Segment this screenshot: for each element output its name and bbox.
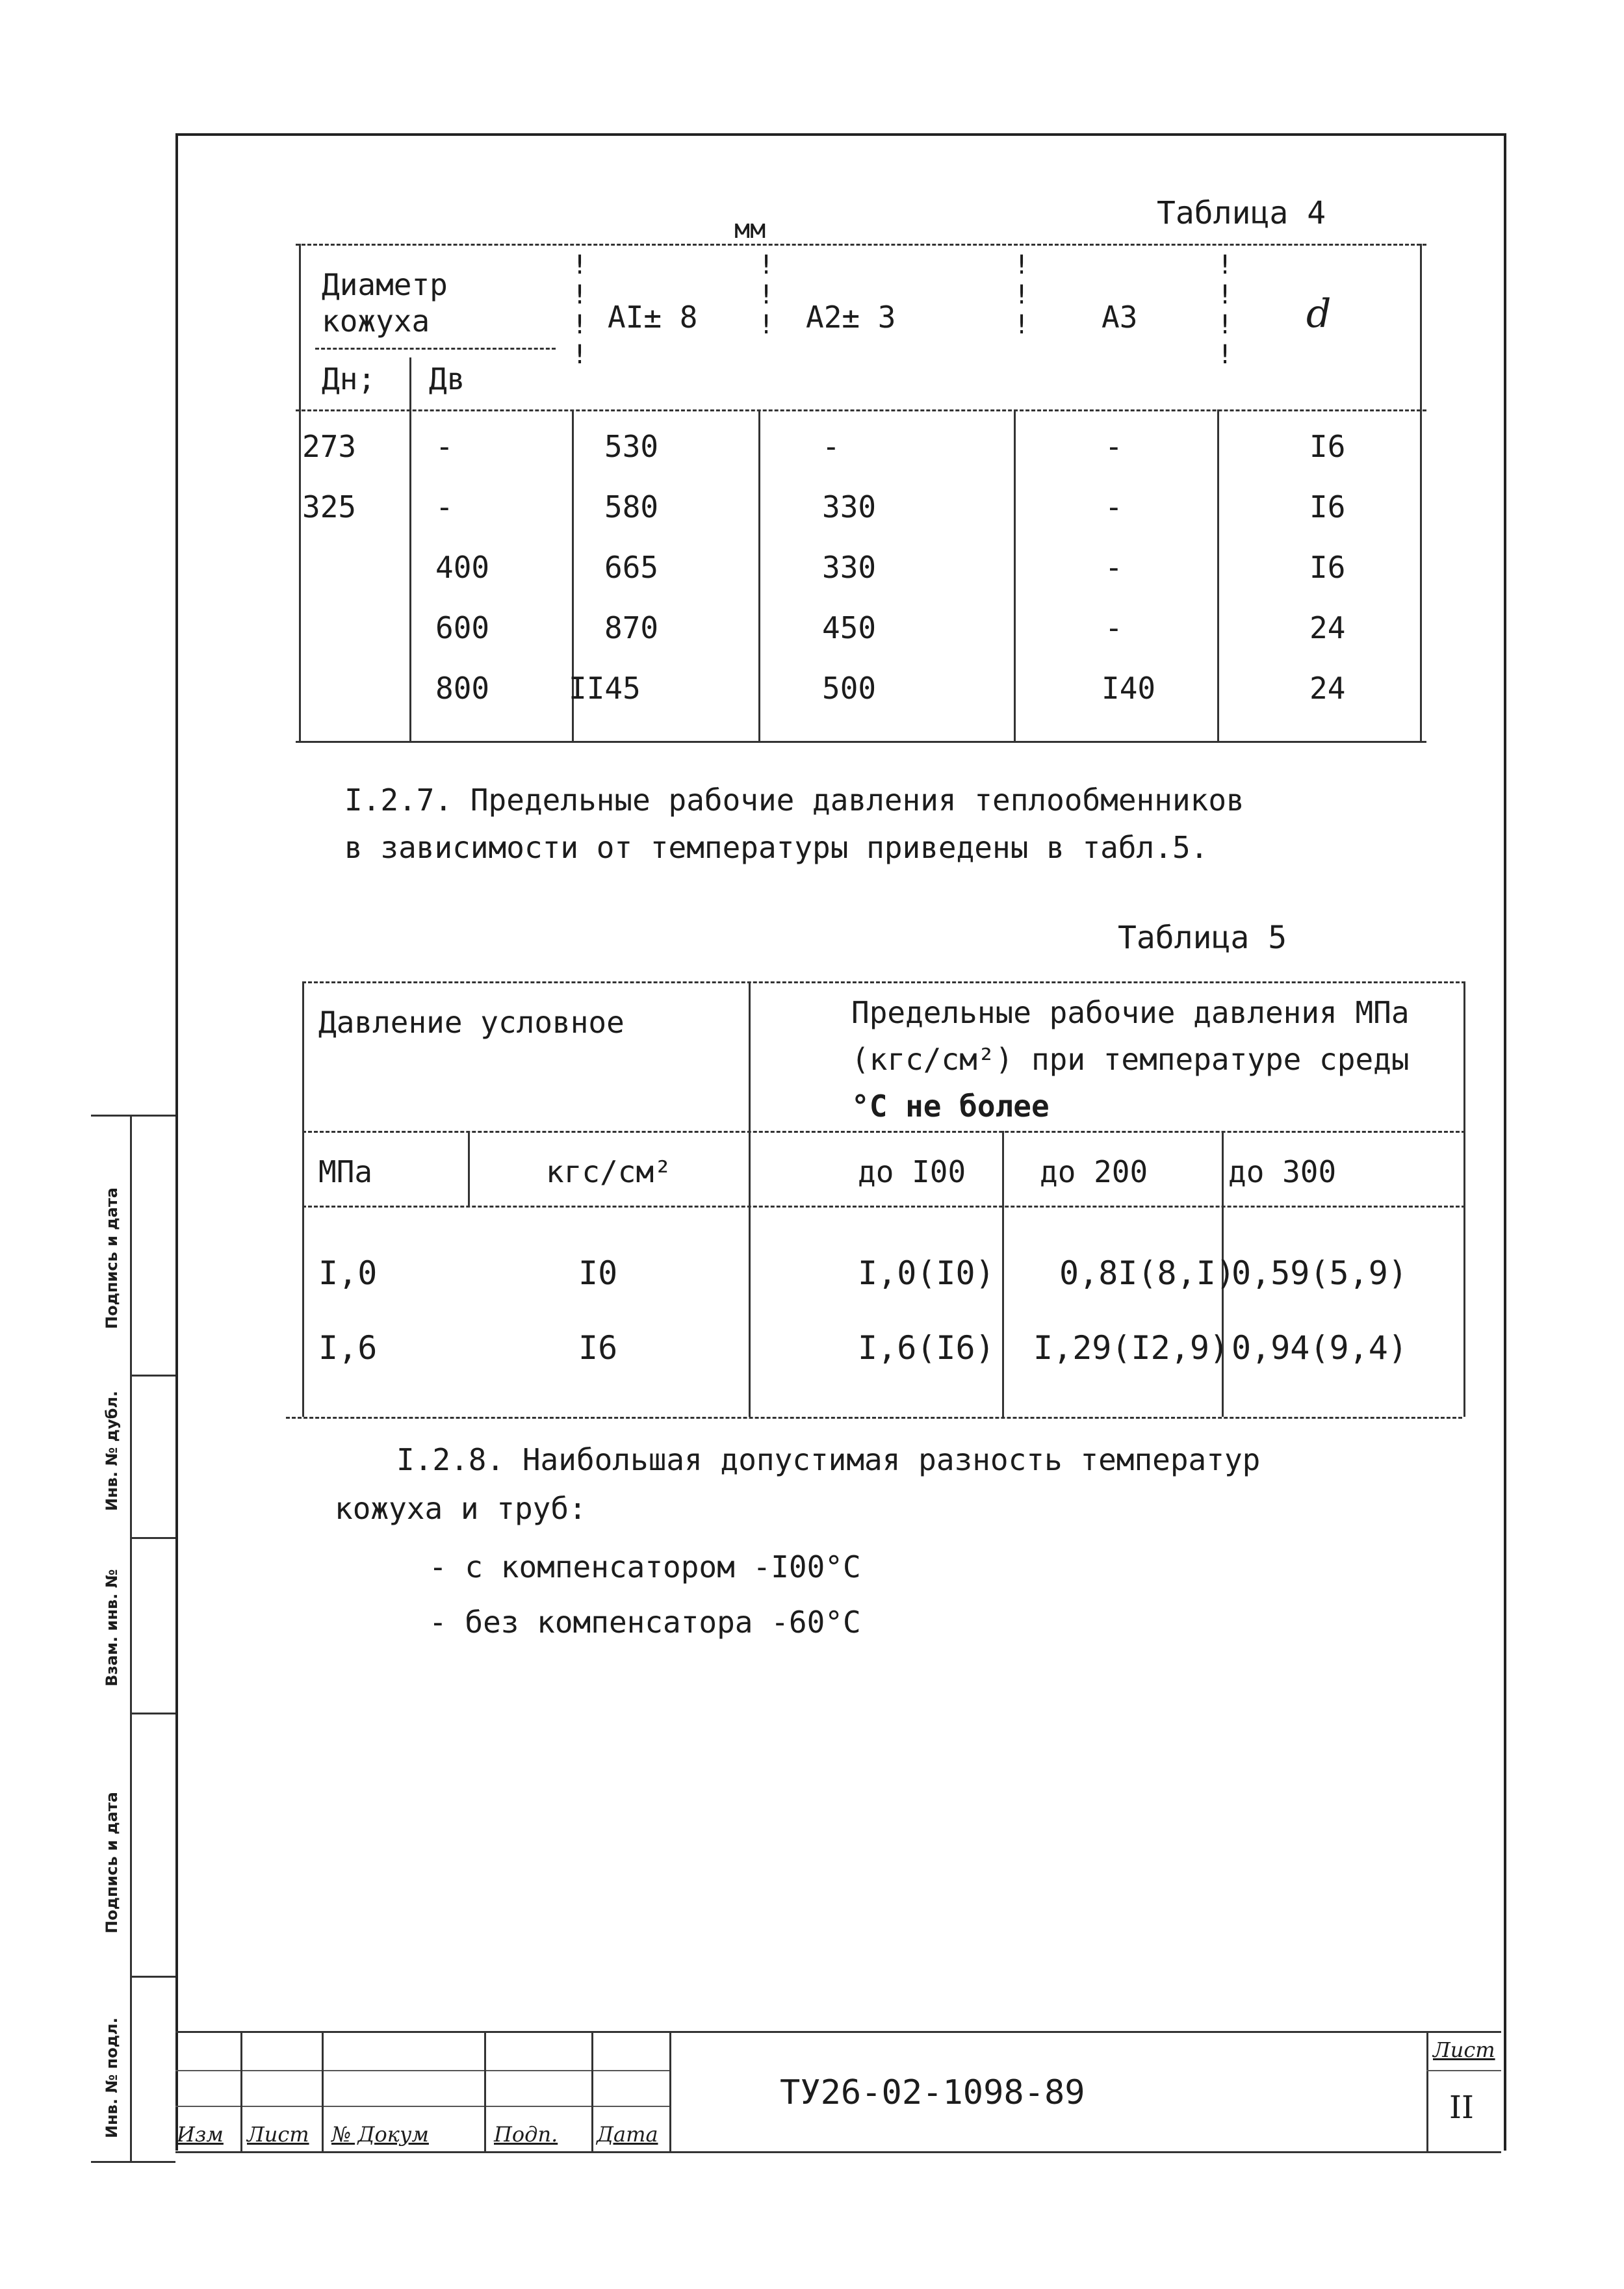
stamp-inv-dubl: Инв. № дубл.: [103, 1390, 121, 1511]
header-a1: AI± 8: [608, 300, 698, 335]
list-item-with-compensator: - с компенсатором -I00°C: [429, 1549, 861, 1584]
table4-caption: Таблица 4: [1157, 195, 1326, 231]
header-a2: A2± 3: [806, 300, 896, 335]
header-dn: Дн;: [322, 361, 376, 396]
header-diameter: Диаметр кожуха: [322, 267, 448, 339]
header-limit-line1: Предельные рабочие давления МПа: [851, 995, 1410, 1030]
stamp-sign-date-bottom: Подпись и дата: [103, 1792, 121, 1933]
paragraph-1-2-8-line1: I.2.8. Наибольшая допустимая разность температур: [396, 1442, 1261, 1477]
header-limit-line2: (кгс/см²) при температуре среды: [851, 1042, 1410, 1077]
header-pressure: Давление условное: [318, 1005, 625, 1040]
header-dv: Дв: [429, 361, 465, 396]
table5-caption: Таблица 5: [1118, 920, 1287, 956]
title-doc-no: № Докум: [331, 2122, 429, 2147]
title-block: [175, 2031, 1501, 2154]
header-a3: A3: [1102, 300, 1138, 335]
title-list: Лист: [247, 2122, 309, 2147]
stamp-inv-podl: Инв. № подл.: [103, 2017, 121, 2138]
title-izm: Изм: [177, 2122, 224, 2147]
stamp-vzam-inv: Взам. инв. №: [103, 1569, 121, 1687]
paragraph-1-2-7-line1: I.2.7. Предельные рабочие давления теплообменников: [344, 782, 1244, 818]
title-date: Дата: [597, 2122, 658, 2147]
title-sign: Подп.: [494, 2122, 558, 2147]
table4: ! ! ! ! ! ! ! ! ! ! ! ! ! ! Диаметр кожуха Дн; Дв AI± 8 A2± 3 A3 d 273 - 530 - - I6 325 - 580 330 - I6 400 665 330 - I6 600 870 450 - 24 800 II45 500 I40 24: [296, 244, 1426, 744]
header-t100: до I00: [858, 1154, 966, 1189]
header-t200: до 200: [1040, 1154, 1148, 1189]
table5: Давление условное Предельные рабочие давления МПа (кгс/см²) при температуре среды °C не более МПа кгс/см² до I00 до 200 до 300 I,0 I0 I,0(I0) 0,8I(8,I) 0,59(5,9) I,6 I6 I,6(I6) I,29(I2,9) 0,94(9,4): [286, 981, 1469, 1423]
paragraph-1-2-7-line2: в зависимости от температуры приведены в табл.5.: [344, 830, 1209, 865]
table4-unit: мм: [734, 214, 766, 244]
header-mpa: МПа: [318, 1154, 373, 1189]
header-t300: до 300: [1228, 1154, 1337, 1189]
paragraph-1-2-8-line2: кожуха и труб:: [335, 1491, 587, 1526]
header-limit-line3: °C не более: [851, 1089, 1050, 1124]
header-d: d: [1306, 291, 1332, 337]
sheet-number: II: [1449, 2089, 1474, 2126]
sheet-label: Лист: [1433, 2037, 1495, 2062]
side-stamp: [91, 1115, 175, 2161]
document-designation: ТУ26-02-1098-89: [780, 2073, 1085, 2112]
list-item-without-compensator: - без компенсатора -60°C: [429, 1605, 861, 1640]
stamp-sign-date-top: Подпись и дата: [103, 1187, 121, 1329]
header-kgf: кгс/см²: [546, 1154, 672, 1189]
